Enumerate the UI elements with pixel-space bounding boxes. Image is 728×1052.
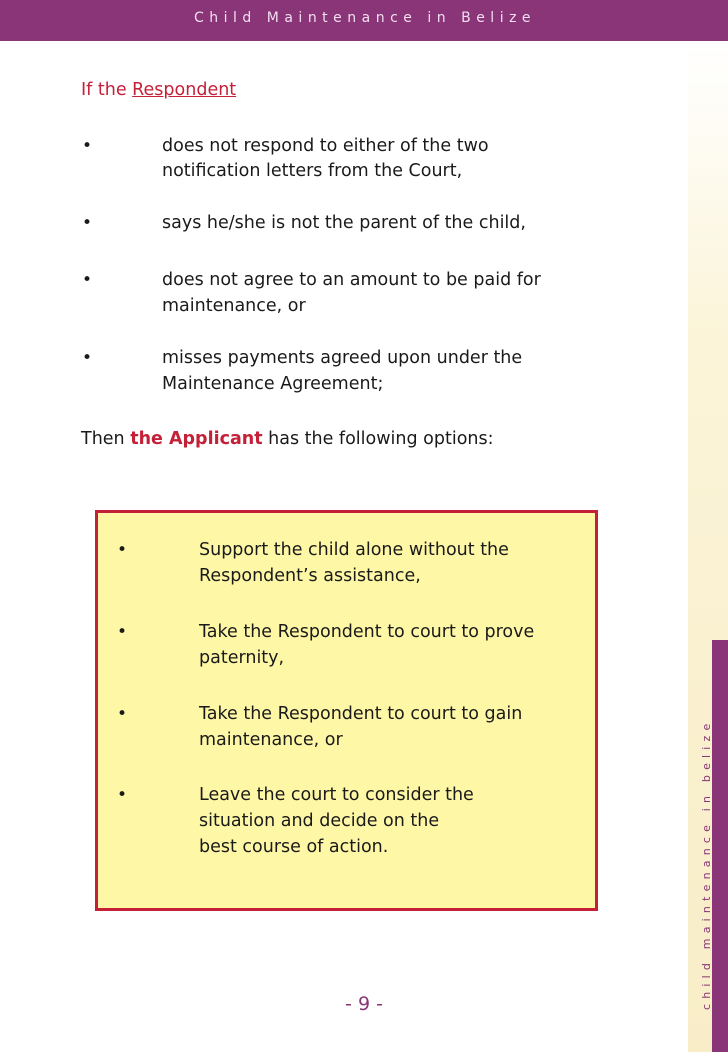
- option-text: Take the Respondent to court to prove: [199, 622, 535, 642]
- option-text: paternity,: [199, 648, 285, 668]
- applicant-term: the Applicant: [130, 429, 263, 449]
- option-text: maintenance, or: [199, 730, 343, 750]
- condition-text: does not respond to either of the two: [162, 136, 489, 156]
- header-title: Child Maintenance in Belize: [194, 10, 537, 26]
- option-text: Leave the court to consider the: [199, 785, 474, 805]
- bullet-dot: •: [82, 348, 93, 368]
- option-text: Support the child alone without the: [199, 540, 509, 560]
- bullet-dot: •: [82, 270, 93, 290]
- condition-text: maintenance, or: [162, 296, 306, 316]
- option-text: best course of action.: [199, 837, 389, 857]
- intro-lead: If the: [81, 80, 133, 100]
- respondent-term: Respondent: [132, 80, 237, 100]
- bullet-dot: •: [117, 622, 128, 642]
- condition-text: says he/she is not the parent of the child,: [162, 213, 526, 233]
- side-accent-bar: [712, 640, 728, 1052]
- option-text: Respondent’s assistance,: [199, 566, 421, 586]
- then-prefix: Then: [81, 429, 131, 449]
- then-line: [81, 429, 494, 449]
- condition-text: does not agree to an amount to be paid for: [162, 270, 541, 290]
- bullet-dot: •: [82, 136, 93, 156]
- option-text: Take the Respondent to court to gain: [199, 704, 523, 724]
- bullet-dot: •: [117, 704, 128, 724]
- condition-text: notification letters from the Court,: [162, 161, 463, 181]
- then-suffix: has the following options:: [262, 429, 494, 449]
- side-vertical-title: child maintenance in belize: [700, 718, 713, 1010]
- condition-text: misses payments agreed upon under the: [162, 348, 523, 368]
- bullet-dot: •: [117, 785, 128, 805]
- condition-text: Maintenance Agreement;: [162, 374, 384, 394]
- option-text: situation and decide on the: [199, 811, 440, 831]
- page-number: - 9 -: [345, 993, 383, 1015]
- bullet-dot: •: [117, 540, 128, 560]
- intro-line: [81, 80, 236, 100]
- bullet-dot: •: [82, 213, 93, 233]
